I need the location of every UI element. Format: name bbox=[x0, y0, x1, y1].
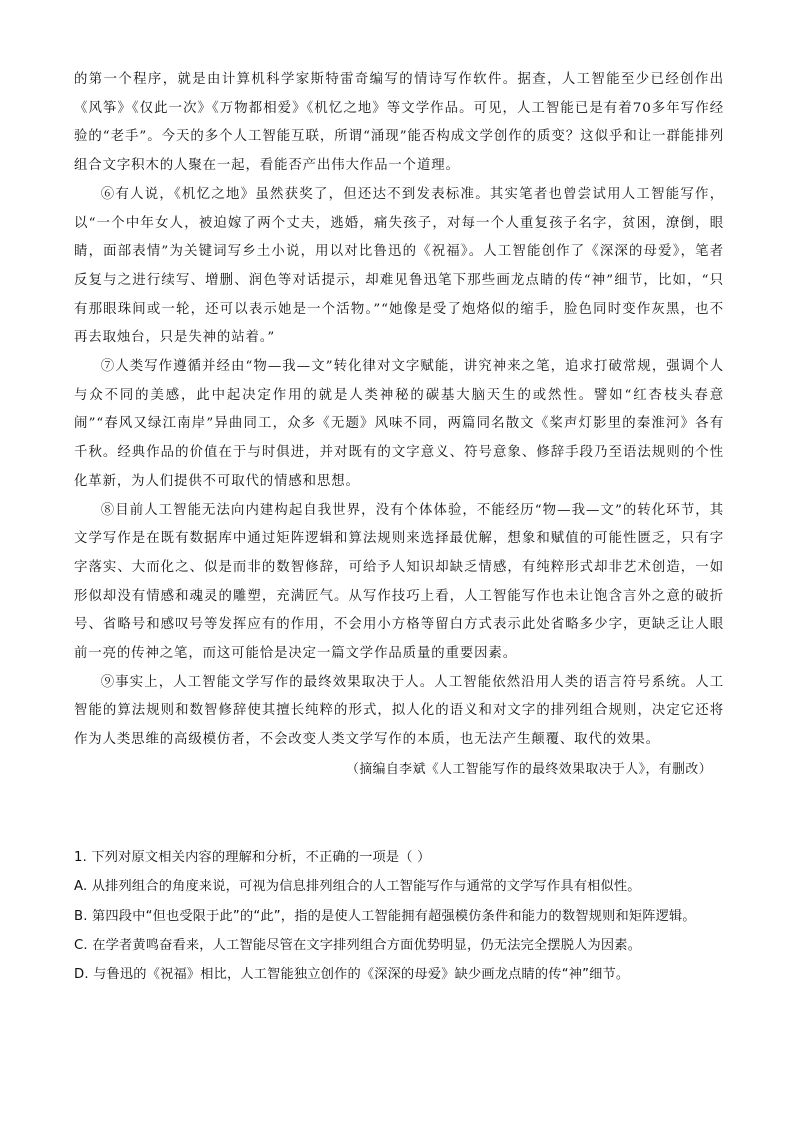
paragraph-6: ⑥有人说，《机忆之地》虽然获奖了，但还达不到发表标准。其实笔者也曾尝试用人工智能写作，以“一个中年女人，被迫嫁了两个丈夫，逃婚，痛失孩子，对每一个人重复孩子名字，贫困，潦倒，眼睛，面部表情”为关键词写乡土小说，用以对比鲁迅的《祝福》。人工智能创作了《深深的母爱》，笔者反复与之进行续写、增删、润色等对话提示，却难见鲁迅笔下那些画龙点睛的传“神”细节，比如，“只有那眼珠间或一轮，还可以表示她是一个活物。”“她像是受了炮烙似的缩手，脸色同时变作灰黑，也不再去取烛台，只是失神的站着。” bbox=[74, 186, 724, 346]
source-citation: （摘编自李斌《人工智能写作的最终效果取决于人》，有删改） bbox=[346, 761, 712, 777]
paragraph-7: ⑦人类写作遵循并经由“物—我—文”转化律对文字赋能，讲究神来之笔，追求打破常规，强调个人与众不同的美感，此中起决定作用的就是人类神秘的碳基大脑天生的或然性。譬如“红杏枝头春意闹”“春风又绿江南岸”异曲同工，众多《无题》风味不同，两篇同名散文《桨声灯影里的秦淮河》各有千秋。经典作品的价值在于与时俱进，并对既有的文字意义、符号意象、修辞手段乃至语法规则的个性化革新，为人们提供不可取代的情感和思想。 bbox=[74, 359, 724, 489]
question-stem: 1. 下列对原文相关内容的理解和分析，不正确的一项是（ ） bbox=[74, 850, 431, 865]
paragraph-continued: 的第一个程序，就是由计算机科学家斯特雷奇编写的情诗写作软件。据查，人工智能至少已经创作出《风筝》《仅此一次》《万物都相爱》《机忆之地》等文学作品。可见，人工智能已是有着70多年写作经验的“老手”。今天的多个人工智能互联，所谓“涌现”能否构成文学创作的质变？这似乎和让一群能排列组合文字积木的人聚在一起，看能否产出伟大作品一个道理。 bbox=[74, 72, 724, 174]
option-c: C. 在学者黄鸣奋看来，人工智能尽管在文字排列组合方面优势明显，仍无法完全摆脱人为因素。 bbox=[74, 937, 642, 953]
option-b: B. 第四段中“但也受限于此”的“此”，指的是使人工智能拥有超强模仿条件和能力的数智规则和矩阵逻辑。 bbox=[74, 908, 696, 924]
article-body bbox=[74, 66, 724, 785]
paragraph-8: ⑧目前人工智能无法向内建构起自我世界，没有个体体验，不能经历“物—我—文”的转化环节，其文学写作是在既有数据库中通过矩阵逻辑和算法规则来选择最优解，想象和赋值的可能性匮乏，只有字字落实、大而化之、似是而非的数智修辞，可给予人知识却缺乏情感，有纯粹形式却非艺术创造，一如形似却没有情感和魂灵的雕塑，充满匠气。从写作技巧上看，人工智能写作也未让饱含言外之意的破折号、省略号和感叹号等发挥应有的作用，不会用小方格等留白方式表示此处省略多少字，更缺乏让人眼前一亮的传神之笔，而这可能恰是决定一篇文学作品质量的重要因素。 bbox=[74, 502, 724, 662]
paragraph-9: ⑨事实上，人工智能文学写作的最终效果取决于人。人工智能依然沿用人类的语言符号系统。人工智能的算法规则和数智修辞使其擅长纯粹的形式，拟人化的语义和对文字的排列组合规则，决定它还将作为人类思维的高级模仿者，不会改变人类文学写作的本质，也无法产生颠覆、取代的效果。 bbox=[74, 674, 724, 748]
option-d: D. 与鲁迅的《祝福》相比，人工智能独立创作的《深深的母爱》缺少画龙点睛的传“神”细节。 bbox=[74, 967, 630, 983]
option-a: A. 从排列组合的角度来说，可视为信息排列组合的人工智能写作与通常的文学写作具有相似性。 bbox=[74, 879, 641, 895]
question-1 bbox=[74, 843, 724, 989]
